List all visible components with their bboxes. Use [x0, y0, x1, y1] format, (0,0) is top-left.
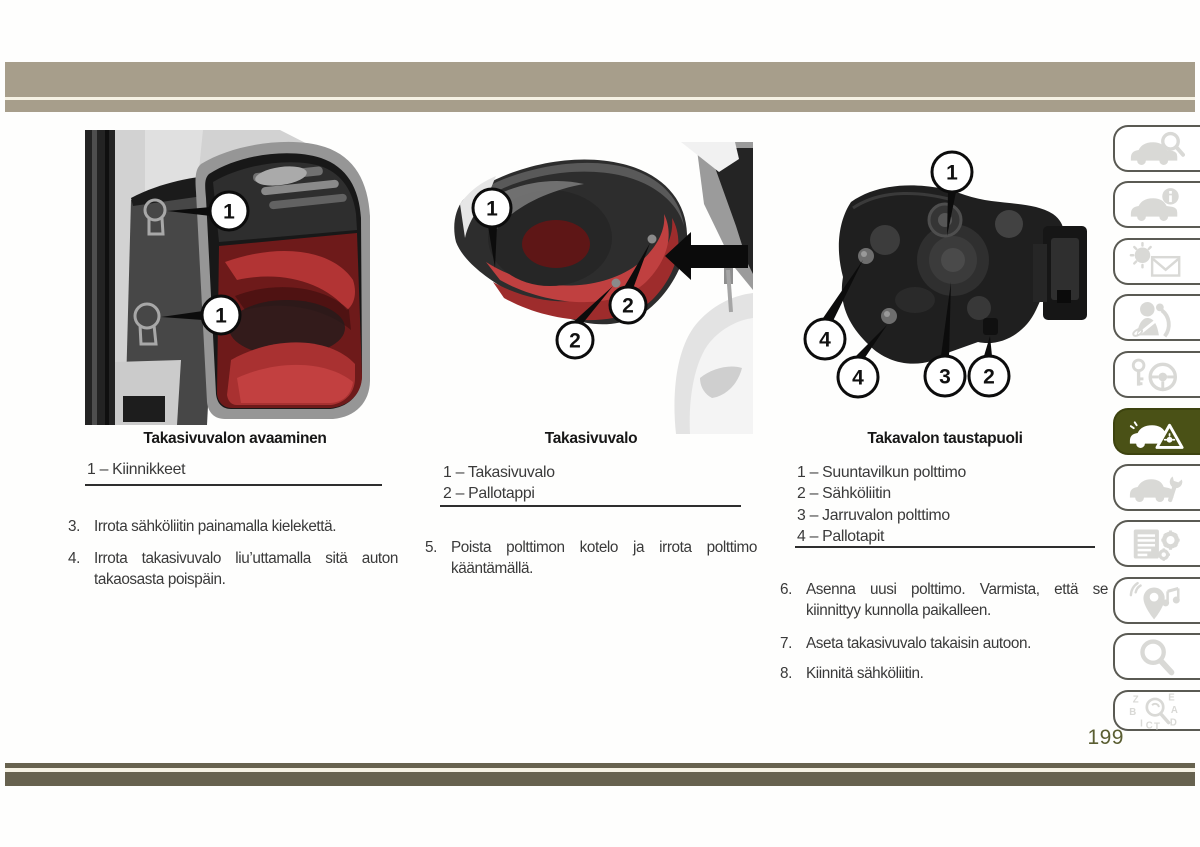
lamp-envelope-icon	[1127, 242, 1185, 282]
sidebar-tab-emergencies[interactable]	[1113, 408, 1200, 455]
figure3-legend-rule	[795, 546, 1095, 548]
tail-lamp-assembly	[196, 142, 370, 419]
svg-text:T: T	[1154, 720, 1160, 731]
figure1-legend-rule	[85, 484, 382, 486]
page-number: 199	[1087, 726, 1124, 749]
svg-text:3: 3	[939, 365, 951, 389]
svg-text:2: 2	[983, 365, 995, 389]
search-icon	[1127, 637, 1185, 677]
sidebar-tab-index[interactable]	[1113, 690, 1200, 731]
car-info-icon	[1127, 185, 1185, 225]
legend-line: 1 – Takasivuvalo	[443, 464, 555, 481]
step-number: 6.	[780, 581, 792, 598]
step-3	[68, 517, 398, 538]
top-bar-thick	[5, 62, 1195, 97]
step-number: 8.	[780, 665, 792, 682]
figure3-caption: Takavalon taustapuoli	[867, 430, 1023, 447]
callout-2	[969, 336, 1009, 396]
figure2-legend	[443, 462, 555, 505]
car-body-side	[674, 142, 753, 434]
step-number: 4.	[68, 550, 80, 567]
car-search-icon	[1127, 129, 1185, 169]
occupant-safety-icon	[1127, 298, 1185, 338]
tail-lamp-unit	[454, 159, 687, 324]
sidebar-tab-search[interactable]	[1113, 633, 1200, 680]
svg-text:1: 1	[223, 200, 235, 224]
legend-line: 2 – Sähköliitin	[797, 485, 891, 503]
key-steering-icon	[1127, 355, 1185, 395]
figure2-legend-rule	[440, 505, 741, 507]
svg-text:E: E	[1168, 691, 1175, 703]
car-wrench-icon	[1127, 468, 1185, 508]
svg-text:1: 1	[486, 197, 498, 221]
figure3-legend	[797, 462, 966, 547]
legend-line: 1 – Suuntavilkun polttimo	[797, 464, 967, 481]
legend-line: 2 – Pallotappi	[443, 485, 535, 503]
svg-text:2: 2	[622, 294, 634, 318]
svg-text:I: I	[1140, 717, 1143, 729]
top-bar-thin	[5, 100, 1195, 112]
sidebar-tab-safety[interactable]	[1113, 294, 1200, 341]
bottom-bar-thick	[5, 772, 1195, 786]
step-6	[780, 580, 1108, 621]
step-number: 5.	[425, 539, 437, 556]
figure-tail-lamp-back	[793, 148, 1093, 423]
step-4	[68, 549, 398, 590]
sidebar-tab-vehicle-info[interactable]	[1113, 181, 1200, 228]
step-text: Aseta takasivuvalo takaisin autoon.	[806, 635, 1031, 652]
step-text: Poista polttimon kotelo ja irrota polttimo kääntämällä.	[451, 539, 757, 577]
svg-text:1: 1	[946, 161, 958, 185]
step-text: Asenna uusi polttimo. Varmista, että se kiinnittyy kunnolla paikalleen.	[806, 581, 1108, 619]
sidebar-tab-technical-specs[interactable]	[1113, 520, 1200, 567]
svg-text:Z: Z	[1132, 693, 1139, 705]
step-number: 7.	[780, 635, 792, 652]
svg-text:1: 1	[215, 304, 227, 328]
svg-text:4: 4	[819, 328, 831, 352]
step-8	[780, 664, 1108, 685]
svg-text:B: B	[1129, 706, 1137, 718]
svg-text:4: 4	[852, 366, 864, 390]
legend-line: 1 – Kiinnikkeet	[87, 461, 186, 478]
figure1-legend	[87, 459, 185, 480]
step-text: Irrota takasivuvalo liu’uttamalla sitä auton takaosasta poispäin.	[94, 550, 398, 588]
svg-text:2: 2	[569, 329, 581, 353]
figure-tail-lamp-fasteners	[85, 130, 385, 425]
document-gears-icon	[1127, 524, 1185, 564]
legend-line: 4 – Pallotapit	[797, 527, 885, 545]
svg-text:D: D	[1169, 717, 1177, 728]
legend-line: 3 – Jarruvalon polttimo	[797, 506, 950, 524]
sidebar-tab-multimedia[interactable]	[1113, 577, 1200, 624]
car-warning-icon	[1127, 412, 1185, 452]
sidebar-tab-overview[interactable]	[1113, 125, 1200, 172]
figure1-caption: Takasivuvalon avaaminen	[143, 430, 327, 447]
step-7	[780, 634, 1108, 655]
alphabet-search-icon	[1127, 691, 1185, 731]
step-text: Kiinnitä sähköliitin.	[806, 665, 924, 682]
figure-tail-lamp-removed	[438, 142, 753, 434]
sidebar-tab-servicing[interactable]	[1113, 464, 1200, 511]
svg-text:A: A	[1170, 704, 1178, 716]
step-number: 3.	[68, 518, 80, 535]
step-text: Irrota sähköliitin painamalla kielekettä.	[94, 518, 337, 535]
figure2-caption: Takasivuvalo	[544, 430, 638, 447]
sidebar-tab-starting-operating[interactable]	[1113, 351, 1200, 398]
sidebar-tab-instrument-panel[interactable]	[1113, 238, 1200, 285]
svg-text:C: C	[1145, 719, 1153, 731]
multimedia-icon	[1127, 581, 1185, 621]
step-5	[425, 538, 757, 579]
